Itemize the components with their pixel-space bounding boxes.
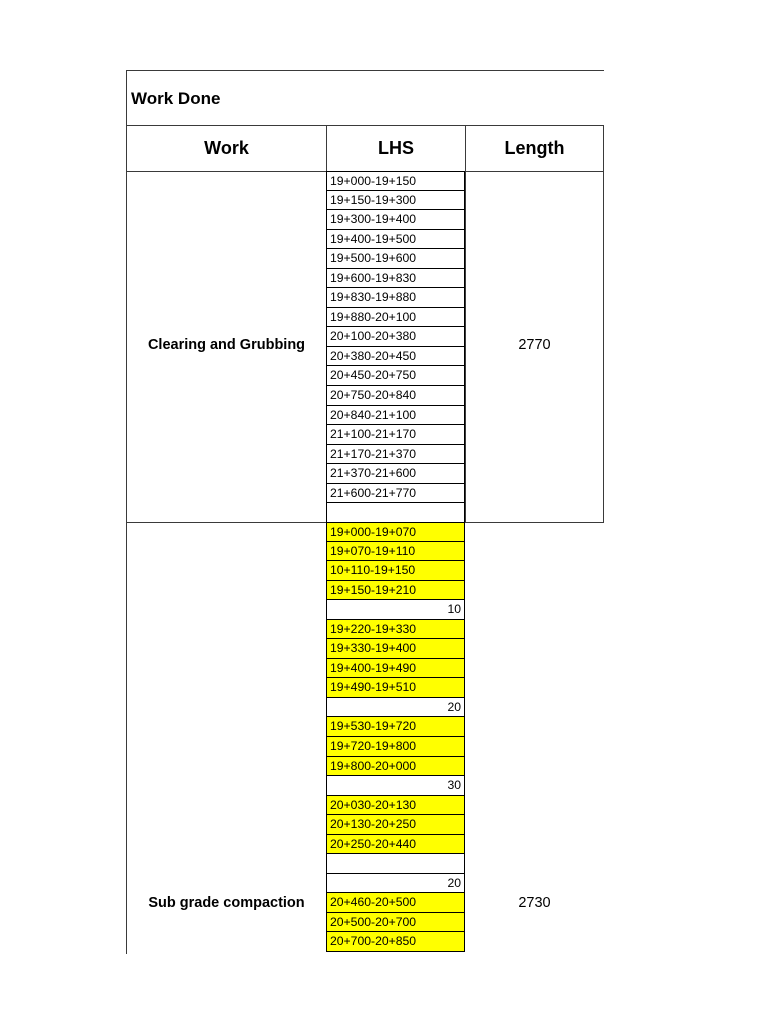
lhs-cell[interactable]: 20 bbox=[326, 874, 465, 894]
lhs-cell[interactable]: 20+450-20+750 bbox=[326, 366, 465, 386]
lhs-cell[interactable]: 19+150-19+300 bbox=[326, 191, 465, 211]
header-length: Length bbox=[504, 138, 565, 158]
frame-left-border bbox=[126, 70, 127, 954]
lhs-cell[interactable]: 21+370-21+600 bbox=[326, 464, 465, 484]
lhs-cell[interactable]: 19+500-19+600 bbox=[326, 249, 465, 269]
lhs-cell[interactable]: 20+750-20+840 bbox=[326, 386, 465, 406]
frame-right-border-header bbox=[603, 125, 604, 172]
lhs-cell[interactable]: 20+840-21+100 bbox=[326, 406, 465, 426]
lhs-cell[interactable]: 19+720-19+800 bbox=[326, 737, 465, 757]
lhs-cell[interactable]: 19+530-19+720 bbox=[326, 717, 465, 737]
lhs-cell[interactable]: 19+880-20+100 bbox=[326, 308, 465, 328]
lhs-cell[interactable]: 10+110-19+150 bbox=[326, 561, 465, 581]
lhs-cell[interactable]: 19+400-19+490 bbox=[326, 659, 465, 679]
lhs-cell[interactable]: 20+250-20+440 bbox=[326, 835, 465, 855]
lhs-cell[interactable]: 21+600-21+770 bbox=[326, 484, 465, 504]
lhs-cell[interactable]: 19+490-19+510 bbox=[326, 678, 465, 698]
length-clearing-grubbing: 2770 bbox=[518, 337, 551, 353]
lhs-cell[interactable]: 19+830-19+880 bbox=[326, 288, 465, 308]
lhs-cell[interactable]: 19+330-19+400 bbox=[326, 639, 465, 659]
lhs-cell[interactable]: 20+030-20+130 bbox=[326, 796, 465, 816]
lhs-cell[interactable]: 19+220-19+330 bbox=[326, 620, 465, 640]
lhs-cell[interactable]: 19+150-19+210 bbox=[326, 581, 465, 601]
lhs-cell[interactable]: 19+300-19+400 bbox=[326, 210, 465, 230]
length-sub-grade-compaction: 2730 bbox=[518, 895, 551, 911]
lhs-cell[interactable]: 19+400-19+500 bbox=[326, 230, 465, 250]
lhs-cell[interactable]: 21+100-21+170 bbox=[326, 425, 465, 445]
lhs-cell[interactable]: 19+600-19+830 bbox=[326, 269, 465, 289]
sheet-title: Work Done bbox=[131, 89, 221, 108]
lhs-cell[interactable]: 30 bbox=[326, 776, 465, 796]
lhs-cell[interactable]: 20 bbox=[326, 698, 465, 718]
header-lhs: LHS bbox=[378, 138, 414, 158]
lhs-list-clearing bbox=[326, 171, 465, 523]
lhs-cell[interactable] bbox=[326, 854, 465, 874]
frame-top-border bbox=[126, 70, 604, 71]
lhs-cell[interactable]: 20+500-20+700 bbox=[326, 913, 465, 933]
length-column-right-border bbox=[603, 171, 604, 523]
lhs-cell[interactable]: 10 bbox=[326, 600, 465, 620]
lhs-cell[interactable]: 20+700-20+850 bbox=[326, 932, 465, 952]
lhs-cell[interactable]: 19+000-19+070 bbox=[326, 522, 465, 542]
lhs-cell[interactable]: 20+100-20+380 bbox=[326, 327, 465, 347]
lhs-cell[interactable]: 21+170-21+370 bbox=[326, 445, 465, 465]
lhs-cell[interactable]: 20+130-20+250 bbox=[326, 815, 465, 835]
lhs-cell[interactable]: 19+800-20+000 bbox=[326, 757, 465, 777]
lhs-cell[interactable] bbox=[326, 503, 465, 523]
lhs-list-subgrade bbox=[326, 522, 465, 952]
lhs-cell[interactable]: 19+000-19+150 bbox=[326, 171, 465, 191]
lhs-cell[interactable]: 20+460-20+500 bbox=[326, 893, 465, 913]
work-clearing-grubbing: Clearing and Grubbing bbox=[147, 337, 306, 353]
work-sub-grade-compaction: Sub grade compaction bbox=[148, 895, 305, 911]
header-work: Work bbox=[204, 138, 249, 158]
lhs-cell[interactable]: 19+070-19+110 bbox=[326, 542, 465, 562]
lhs-cell[interactable]: 20+380-20+450 bbox=[326, 347, 465, 367]
